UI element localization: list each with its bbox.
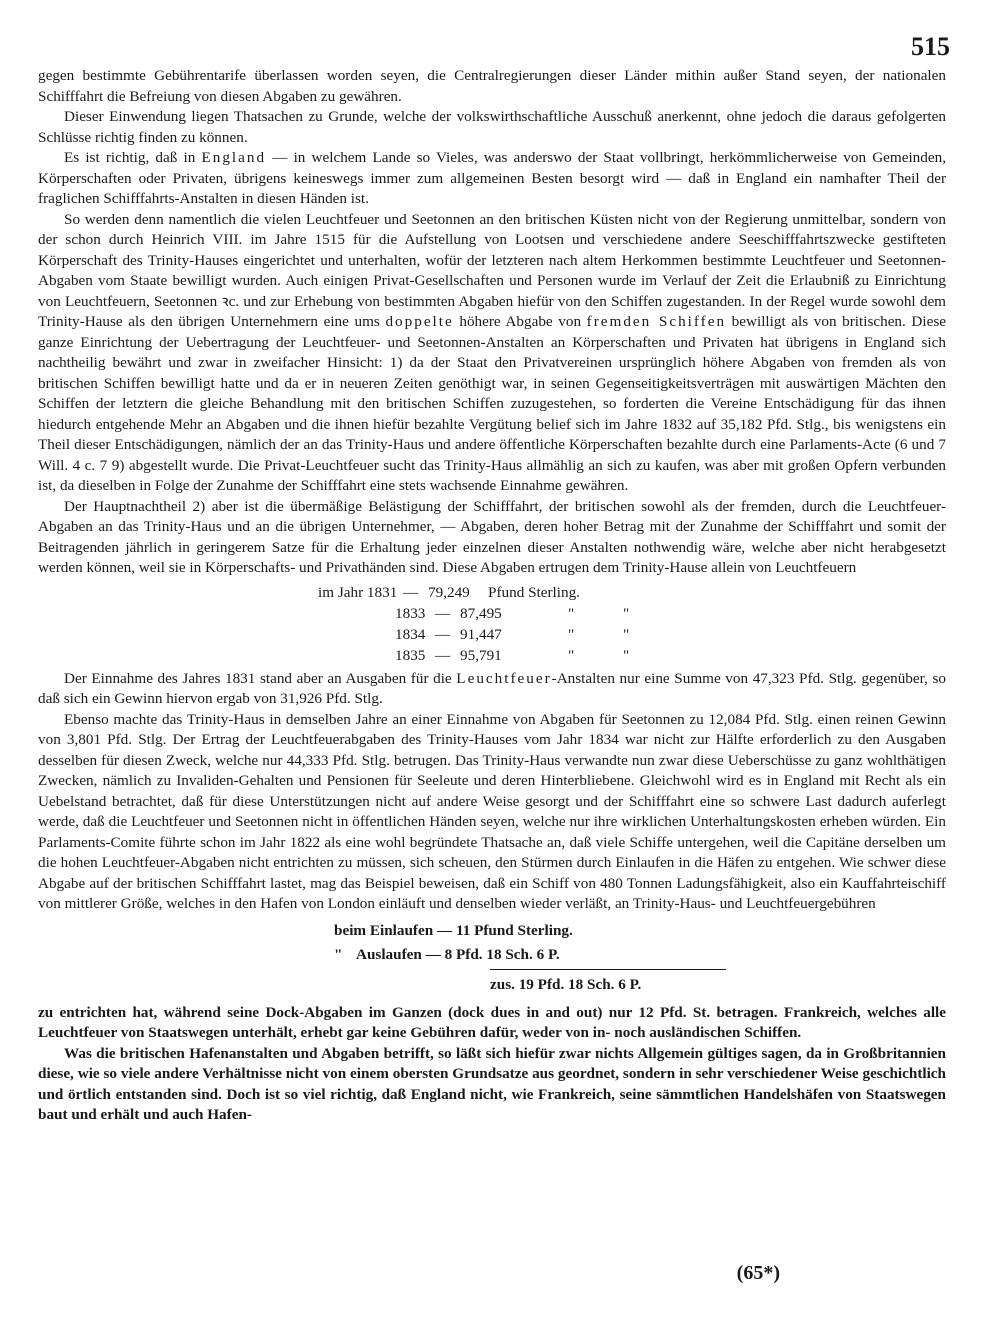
fee-out-label: Auslaufen — 8 Pfd. 18 Sch. 6 P. <box>356 945 560 963</box>
paragraph-3 <box>38 148 946 210</box>
paragraph-9: Was die britischen Hafenanstalten und Abgaben betrifft, so läßt sich hiefür zwar nichts Allgemein gültiges sagen, da in Großbritannien diese, wie so viele andere Verhältnisse nicht von einem obersten Grundsatze aus geordnet, sondern in sehr verschiedener Weise geschichtlich und örtlich entstanden sind. Doch ist so viel richtig, daß England nicht, wie Frankreich, seine sämmtlichen Handelshäfen von Staatswegen baut und erhält und auch Hafen- <box>38 1044 946 1123</box>
text-run: Der Einnahme des Jahres 1831 stand aber an Ausgaben für die <box>64 669 452 687</box>
spaced-word: England <box>201 149 267 166</box>
paragraph-8: zu entrichten hat, während seine Dock-Abgaben im Ganzen (dock dues in and out) nur 12 Pfd. St. betragen. Frankreich, welches alle Leuchtfeuer von Staatswegen unterhält, erhebt gar keine Gebühren dafür, weder von in- noch ausländischen Schiffen. <box>38 1003 946 1041</box>
revenue-dash: — <box>435 625 451 643</box>
revenue-row <box>38 625 946 646</box>
revenue-year: im Jahr 1831 <box>318 583 398 601</box>
paragraph-6 <box>38 669 946 710</box>
spaced-word: Leuchtfeuer <box>456 669 552 687</box>
revenue-year: 1835 <box>395 646 426 664</box>
revenue-amount: 87,495 <box>460 604 502 622</box>
ditto-mark: " <box>568 625 575 643</box>
spaced-word: doppelte <box>385 313 454 330</box>
revenue-amount: 91,447 <box>460 625 502 643</box>
fee-in-label: beim Einlaufen — 11 Pfund Sterling. <box>334 921 573 939</box>
text-run: bewilligt als von britischen. Diese ganze Einrichtung der Uebertragung der Leuchtfeuer- und Seetonnen-Anstalten an Körperschaften und Privaten hat übrigens in England sich nachtheilig bewährt und zwar in zweifacher Hinsicht: 1) da der Staat den Privatvereinen ursprünglich höhere Abgaben von fremden als von britischen Schiffen bewilligt hatte und da er in neueren Zeiten genöthigt war, in seinen Gegenseitigkeitsverträgen mit auswärtigen Mächten den Schiffen der letztern die gleiche Behandlung mit den britischen Schiffen zuzugestehen, so forderten die Vereine Entschädigung für das ihnen hiedurch entgehende Mehr an Abgaben und die ihnen hiefür bezahlte Vergütung belief sich im Jahre 1832 auf 35,182 Pfd. Stlg., bis wenigstens ein Theil dieser Entschädigungen, nämlich der an das Trinity-Haus und andere öffentliche Körperschaften bezahlte durch eine Parlaments-Acte (6 und 7 Will. 4 c. 7 9) abgestellt wurde. Die Privat-Leuchtfeuer sucht das Trinity-Haus allmählig an sich zu kaufen, was aber mit großen Opfern verbunden ist, da dieselben in Folge der Zunahme der Schifffahrt eine stets wachsende Einnahme gewähren. <box>38 313 947 494</box>
text-run: So werden denn namentlich die vielen Leuchtfeuer und Seetonnen an den britischen Küsten nicht von der Regierung unmittelbar, sondern von der schon durch Heinrich VIII. im Jahre 1515 für die Aufstellung von Lootsen und verschiedene andere Seeschifffahrtszwecke gestifteten Körperschaft des Trinity-Hauses eingerichtet und unterhalten, wofür der letzteren nach altem Herkommen bestimmte Leuchtfeuer und Seetonnen-Abgaben vom Staate bewilligt wurden. Auch einigen Privat-Gesellschaften und Personen wurde im Verlauf der Zeit die Erlaubniß zu Einrichtung von Leuchtfeuern, Seetonnen ꝛc. und zur Erhebung von bestimmten Abgaben hiefür von den Schiffen zugestanden. In der Regel wurde sowohl dem Trinity-Hause als den übrigen Unternehmern eine ums <box>38 210 946 330</box>
revenue-row <box>38 583 946 604</box>
revenue-dash: — <box>435 646 451 664</box>
revenue-dash: — <box>435 604 451 622</box>
revenue-row <box>38 604 946 625</box>
ditto-mark: " <box>623 625 630 643</box>
fee-row-total <box>38 969 946 999</box>
ditto-mark: " <box>568 646 575 664</box>
text-run: — in welchem Lande so Vieles, was anderswo der Staat vollbringt, herkömmlicherweise von Gemeinden, Körperschaften oder Privaten, übrigens keineswegs immer zum allgemeinen Besten besorgt wird — daß in England ein namhafter Theil der fraglichen Schifffahrts-Anstalten in diesen Händen ist. <box>38 149 947 207</box>
revenue-unit: Pfund Sterling. <box>488 583 580 601</box>
text-run: Es ist richtig, daß in <box>64 149 196 166</box>
ditto-mark: " <box>623 646 630 664</box>
sum-rule <box>490 969 726 970</box>
text-run: -Anstalten nur eine Summe von 47,323 Pfd. Stlg. gegenüber, so daß sich ein Gewinn hiervon ergab von 31,926 Pfd. Stlg. <box>38 669 946 707</box>
signature-mark: (65*) <box>736 1262 780 1284</box>
paragraph-4 <box>38 210 946 497</box>
revenue-table <box>38 583 946 667</box>
ditto-mark: " <box>334 945 343 963</box>
revenue-amount: 95,791 <box>460 646 502 664</box>
paragraph-5: Der Hauptnachtheil 2) aber ist die übermäßige Belästigung der Schifffahrt, der britischen sowohl als der fremden, durch die Leuchtfeuer-Abgaben an das Trinity-Haus und an die übrigen Unternehmer, — Abgaben, deren hoher Betrag mit der Zunahme der Schifffahrt und somit der Beitragenden jährlich in geringerem Satze für die Erhaltung jeder einzelnen dieser Anstalten nothwendig wäre, welche aber nicht herabgesetzt werden können, weil sie in Körperschafts- und Privathänden sind. Diese Abgaben ertrugen dem Trinity-Hause allein von Leuchtfeuern <box>38 497 946 576</box>
fees-table <box>38 921 946 999</box>
revenue-dash: — <box>403 583 419 601</box>
paragraph-7: Ebenso machte das Trinity-Haus in demselben Jahre an einer Einnahme von Abgaben für Seetonnen zu 12,084 Pfd. Stlg. einen reinen Gewinn von 3,801 Pfd. Stlg. Der Ertrag der Leuchtfeuerabgaben des Trinity-Hauses vom Jahr 1834 war nicht zur Hälfte erforderlich zu den Ausgaben desselben für diesen Zweck, welche nur 44,333 Pfd. Stlg. betrugen. Das Trinity-Haus verwandte nun zwar diese Ueberschüsse zu ganz wohlthätigen Zwecken, nämlich zu Invaliden-Gehalten und Pensionen für Seeleute und deren Hinterbliebene. Gleichwohl wird es in England mit Recht als ein Uebelstand betrachtet, daß für diese Unterstützungen nicht auf andere Weise gesorgt und der Schifffahrt eine so schwere Last dadurch auferlegt werde, daß die Leuchtfeuer und Seetonnen nicht in öffentlichen Händen seyen, welche nur ihre wirklichen Unterhaltungskosten erheben würden. Ein Parlaments-Comite führte schon im Jahr 1822 als eine wohl begründete Thatsache an, daß viele Schiffe untergehen, weil die Capitäne derselben um die hohen Leuchtfeuer-Abgaben nicht entrichten zu müssen, sich scheuen, den Stürmen durch Einlaufen in die Häfen zu entgehen. Wie schwer diese Abgabe auf der britischen Schifffahrt lastet, mag das Beispiel beweisen, daß ein Schiff von 480 Tonnen Ladungsfähigkeit, also ein Kauffahrteischiff von mittlerer Größe, welches in den Hafen von London einläuft und denselben wieder verläßt, an Trinity-Haus- und Leuchtfeuergebühren <box>38 710 946 912</box>
fee-total: zus. 19 Pfd. 18 Sch. 6 P. <box>490 975 642 993</box>
spaced-word: fremden Schiffen <box>586 313 727 330</box>
ditto-mark: " <box>568 604 575 622</box>
paragraph-1: gegen bestimmte Gebührentarife überlassen worden seyen, die Centralregierungen dieser Länder mithin außer Stand seyen, der nationalen Schifffahrt die Befreiung von diesen Abgaben zu gewähren. <box>38 67 946 105</box>
body-text <box>38 66 946 1126</box>
revenue-year: 1834 <box>395 625 426 643</box>
paragraph-2: Dieser Einwendung liegen Thatsachen zu Grunde, welche der volkswirthschaftliche Ausschuß anerkennt, ohne jedoch die daraus gefolgerten Schlüsse richtig finden zu können. <box>38 108 946 146</box>
revenue-amount: 79,249 <box>428 583 470 601</box>
ditto-mark: " <box>623 604 630 622</box>
text-run: höhere Abgabe von <box>459 313 582 330</box>
revenue-row <box>38 646 946 667</box>
fee-row-in <box>38 921 946 945</box>
fee-row-out <box>38 945 946 969</box>
revenue-year: 1833 <box>395 604 426 622</box>
page-number: 515 <box>911 32 950 61</box>
